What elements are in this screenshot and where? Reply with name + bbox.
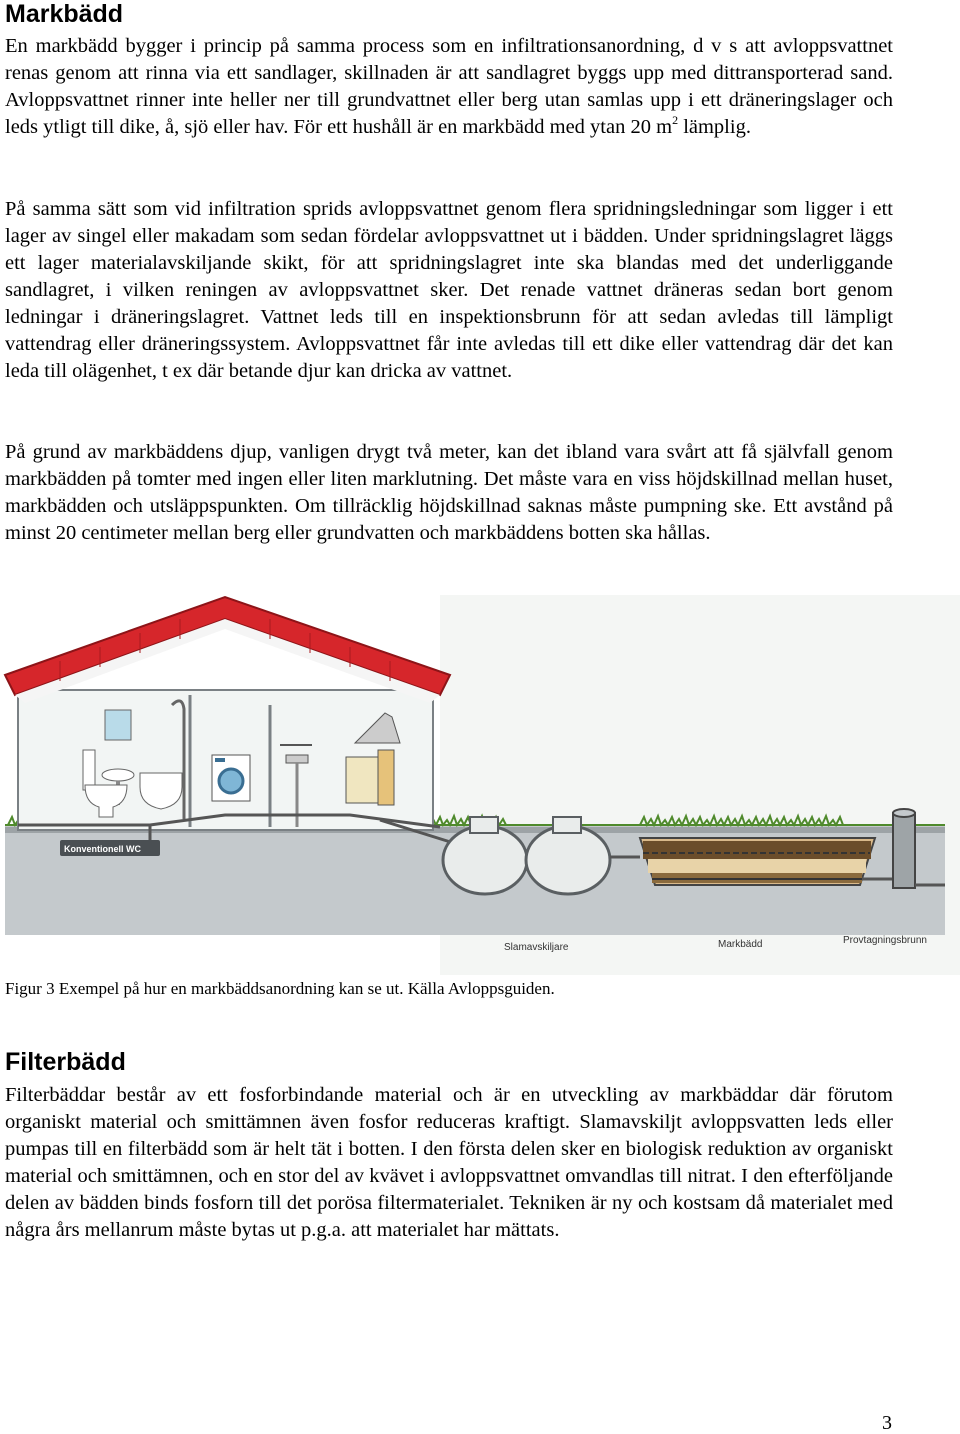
section-heading-markbadd: Markbädd	[5, 0, 124, 28]
paragraph-markbadd-djup: På grund av markbäddens djup, vanligen drygt två meter, kan det ibland vara svårt att få självfall genom markbädden på tomter med ingen eller liten marklutning. Det måste vara en viss höjdskillnad mellan huset, markbädden och utsläppspunkten. Om tillräcklig höjdskillnad saknas måste pumpning ske. Ett avstånd på minst 20 centimeter mellan berg eller grundvatten och markbäddens botten ska hållas.	[5, 441, 893, 544]
label-provtagningsbrunn: Provtagningsbrunn	[843, 935, 927, 946]
mirror-icon	[105, 710, 131, 740]
paragraph-spridning: På samma sätt som vid infiltration sprids avloppsvattnet genom flera spridningsledningar som ligger i ett lager av singel eller makadam som sedan fördelar avloppsvattnet ut i bädden. Under spridningslagret läggs ett lager materialavskiljande skikt, för att spridningslagret inte ska blandas med det underliggande sandlagret, i vilken reningen av avloppsvattnet sker. Det renade vattnet dräneras sedan bort genom ledningar i dräneringslagret. Vattnet leds till en inspektionsbrunn för att sedan avledas till lämpligt vattendrag eller dräneringssystem. Avloppsvattnet får inte avledas till ett dike eller vattendrag där det kan leda till olägenhet, t ex där betande djur kan dricka av vattnet.	[5, 198, 893, 382]
figure-caption: Figur 3 Exempel på hur en markbäddsanordning kan se ut. Källa Avloppsguiden.	[5, 979, 555, 998]
paragraph-filterbadd: Filterbäddar består av ett fosforbindande material och är en utveckling av markbäddar där förutom organiskt material och smittämnen även fosfor reduceras kraftigt. Slamavskiljt avloppsvatten leds eller pumpas till en filterbädd som är helt tät i botten. I den första delen sker en biologisk reduktion av organiskt material och smittämnen, och en stor del av kvävet i avloppsvattnet omvandlas till nitrat. I den efterföljande delen av bädden binds fosforn till det porösa filtermaterialet. Tekniken är ny och kostsam då materialet med några års mellanrum måste bytas ut p.g.a. att materialet har mättats.	[5, 1084, 893, 1241]
kitchen-sink-icon	[286, 755, 308, 763]
sampling-well-icon	[893, 809, 915, 888]
page-number: 3	[882, 1412, 892, 1434]
section-heading-filterbadd: Filterbädd	[5, 1048, 126, 1076]
sink-icon	[102, 769, 134, 781]
label-slamavskiljare: Slamavskiljare	[504, 942, 569, 953]
superscript-2: 2	[672, 113, 679, 127]
label-conventional-wc: Konventionell WC	[64, 844, 141, 854]
washing-machine-icon	[212, 755, 250, 801]
label-markbadd: Markbädd	[718, 939, 763, 950]
paragraph-markbadd-intro	[5, 33, 893, 141]
markbadd-diagram	[0, 595, 960, 975]
markbadd-bed	[640, 838, 875, 885]
paragraph-text-end: lämplig.	[678, 116, 751, 138]
markbadd-illustration	[0, 595, 960, 975]
paragraph-text: En markbädd bygger i princip på samma process som en infiltrationsanordning, d v s att avloppsvattnet renas genom att rinna via ett sandlager, skillnaden är att sandlagret byggs upp med dittransporterad sand. Avloppsvattnet rinner inte heller ner till grundvattnet eller berg utan samlas upp i ett dräneringslager och leds ytligt till dike, å, sjö eller hav. För ett hushåll är en markbädd med ytan 20 m	[5, 35, 893, 138]
